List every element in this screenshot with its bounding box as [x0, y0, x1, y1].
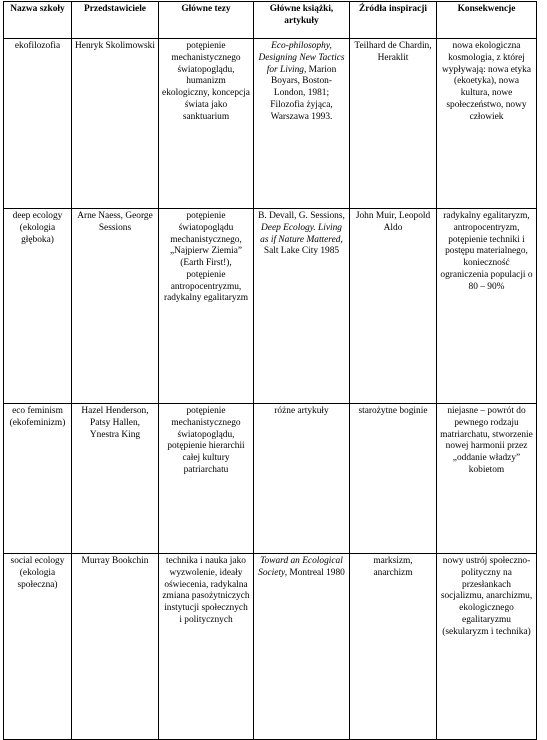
sources-cell: John Muir, Leopold Aldo — [350, 209, 437, 404]
theses-cell: potępienie mechanistycznego światopoglądu, potępienie hierarchii całej kultury patriarchatu — [159, 404, 254, 554]
header-school: Nazwa szkoły — [4, 2, 72, 39]
header-theses: Główne tezy — [159, 2, 254, 39]
school-cell: deep ecology (ekologia głęboka) — [4, 209, 72, 404]
school-cell: ekofilozofia — [4, 39, 72, 209]
representatives-cell: Murray Bookchin — [72, 554, 159, 740]
book-title: Deep Ecology. Living as if Nature Mattered, — [260, 222, 343, 245]
representatives-cell: Henryk Skolimowski — [72, 39, 159, 209]
consequences-cell: nowa ekologiczna kosmologia, z której wypływają: nowa etyka (ekoetyka), nowa kultura, nowe społeczeństwo, nowy człowiek — [437, 39, 537, 209]
theses-cell: potępienie mechanistycznego światopoglądu, humanizm ekologiczny, koncepcja świata jako sanktuarium — [159, 39, 254, 209]
sources-cell: Teilhard de Chardin, Heraklit — [350, 39, 437, 209]
header-consequences: Konsekwencje — [437, 2, 537, 39]
consequences-cell: nowy ustrój społeczno-polityczny na przesłankach socjalizmu, anarchizmu, ekologicznego egalitaryzmu (sekularyzm i technika) — [437, 554, 537, 740]
book-title: Toward an Ecological Society, — [258, 556, 343, 578]
header-sources: Źródła inspiracji — [350, 2, 437, 39]
header-row — [4, 2, 537, 39]
school-cell: eco feminism (ekofeminizm) — [4, 404, 72, 554]
theses-cell: technika i nauka jako wyzwolenie, ideały oświecenia, radykalna zmiana pasożytniczych instytucji społecznych i politycznych — [159, 554, 254, 740]
consequences-cell: niejasne – powrót do pewnego rodzaju matriarchatu, stworzenie nowej harmonii przez „oddanie władzy” kobietom — [437, 404, 537, 554]
header-books: Główne książki, artykuły — [254, 2, 350, 39]
books-cell — [254, 209, 350, 404]
book-authors: B. Devall, G. Sessions, — [258, 211, 345, 221]
representatives-cell: Hazel Henderson, Patsy Hallen, Ynestra King — [72, 404, 159, 554]
books-cell: różne artykuły — [254, 404, 350, 554]
book-publication: Marion Boyars, Boston-London, 1981; Filozofia żyjąca, Warszawa 1993. — [270, 64, 337, 122]
sources-cell: marksizm, anarchizm — [350, 554, 437, 740]
books-cell — [254, 554, 350, 740]
book-title: Eco-philosophy, Designing New Tactics for Living, — [258, 41, 345, 75]
books-cell — [254, 39, 350, 209]
representatives-cell: Arne Naess, George Sessions — [72, 209, 159, 404]
table-row — [4, 209, 537, 404]
header-representatives: Przedstawiciele — [72, 2, 159, 39]
book-publication: Montreal 1980 — [289, 567, 345, 578]
table-row — [4, 554, 537, 740]
school-cell: social ecology (ekologia społeczna) — [4, 554, 72, 740]
table-row — [4, 404, 537, 554]
theses-cell: potępienie światopoglądu mechanistycznego, „Najpierw Ziemia” (Earth First!), potępienie antropocentryzmu, radykalny egalitaryzm — [159, 209, 254, 404]
eco-schools-table — [3, 1, 537, 740]
consequences-cell: radykalny egalitaryzm, antropocentryzm, potępienie techniki i postępu materialnego, konieczność ograniczenia populacji o 80 – 90% — [437, 209, 537, 404]
table-row — [4, 39, 537, 209]
sources-cell: starożytne boginie — [350, 404, 437, 554]
book-publication: Salt Lake City 1985 — [263, 246, 340, 257]
